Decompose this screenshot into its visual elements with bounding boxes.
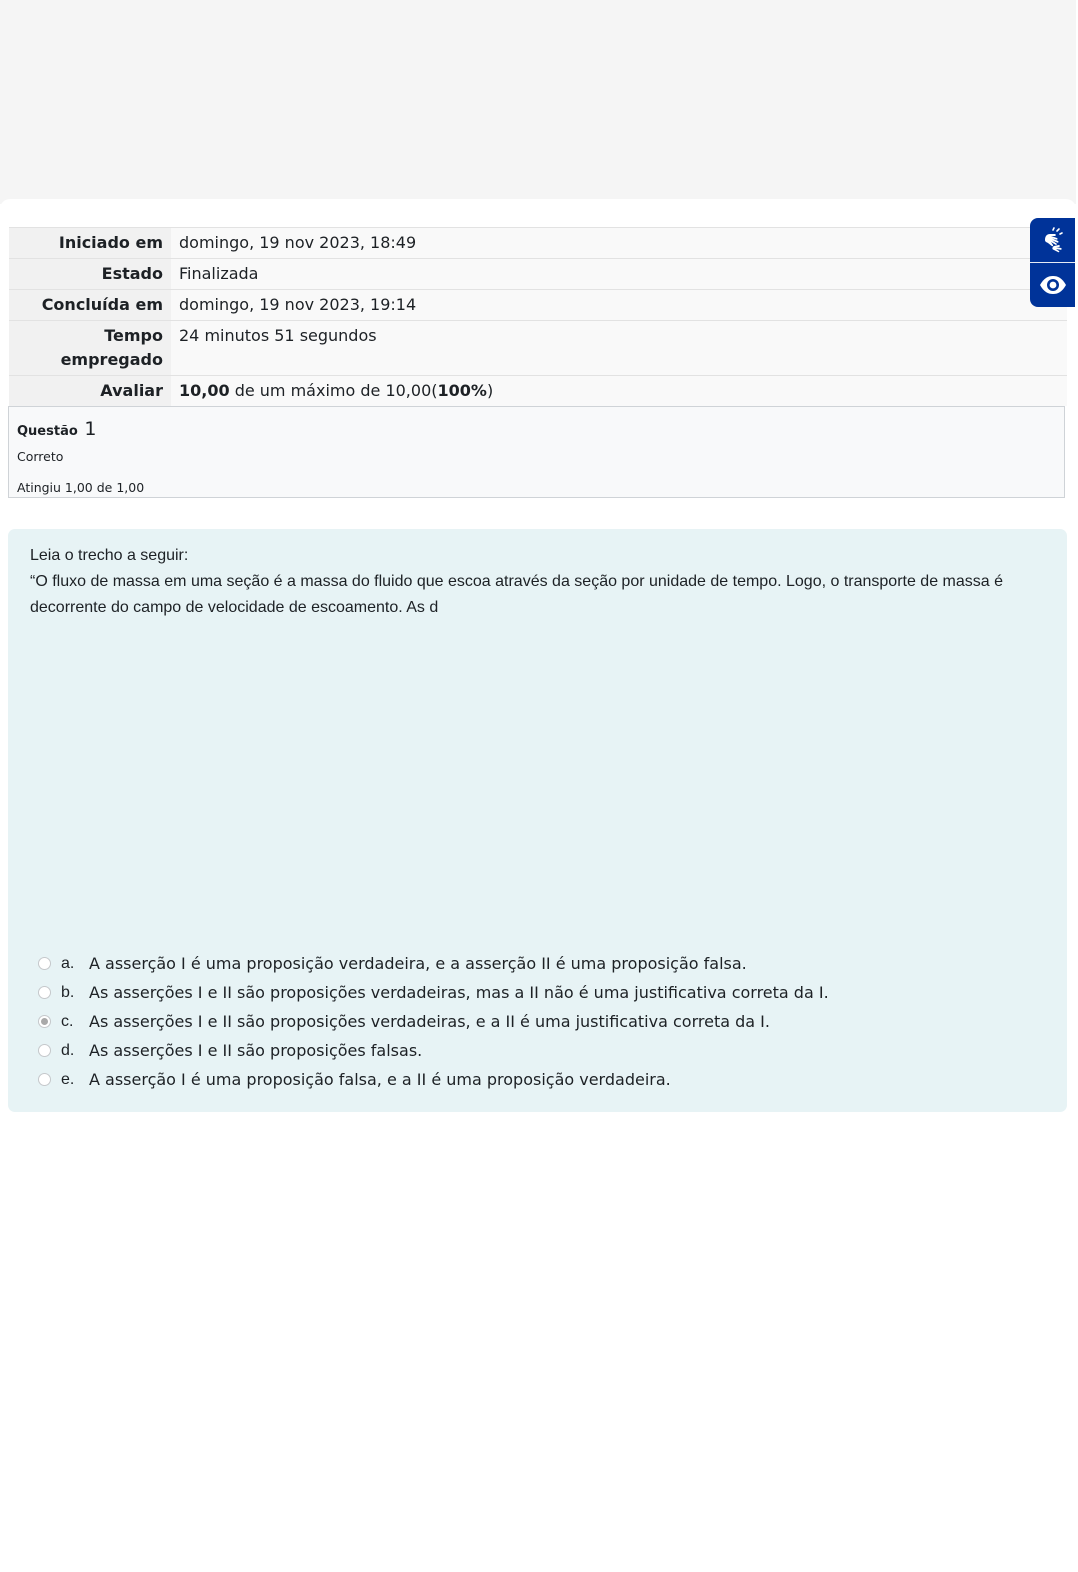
eye-icon xyxy=(1038,274,1068,296)
answer-text: As asserções I e II são proposições verdadeiras, e a II é uma justificativa correta da I. xyxy=(89,1011,770,1031)
summary-label: Avaliar xyxy=(9,376,171,407)
answer-option-d[interactable] xyxy=(38,1036,829,1065)
answer-text: As asserções I e II são proposições verdadeiras, mas a II não é uma justificativa correta da I. xyxy=(89,982,829,1002)
sign-language-icon xyxy=(1039,226,1067,254)
summary-label xyxy=(9,321,171,376)
question-grade: Atingiu 1,00 de 1,00 xyxy=(17,480,145,495)
grade-score: 10,00 xyxy=(179,381,230,400)
summary-row-grade xyxy=(9,376,1067,407)
summary-value xyxy=(171,376,1067,407)
answer-option-b[interactable] xyxy=(38,978,829,1007)
question-state: Correto xyxy=(17,449,64,464)
question-info-box xyxy=(8,406,1065,498)
accessibility-widget xyxy=(1030,218,1075,307)
summary-row-state xyxy=(9,259,1067,290)
answer-text: A asserção I é uma proposição verdadeira, e a asserção II é uma proposição falsa. xyxy=(89,953,747,973)
summary-label-line1: Tempo xyxy=(104,326,163,345)
summary-label: Concluída em xyxy=(9,290,171,321)
summary-value: domingo, 19 nov 2023, 18:49 xyxy=(171,228,1067,259)
page-header-band xyxy=(0,0,1076,204)
answer-letter: a. xyxy=(61,954,75,972)
summary-value: domingo, 19 nov 2023, 19:14 xyxy=(171,290,1067,321)
answer-option-e[interactable] xyxy=(38,1065,829,1094)
summary-row-time-taken xyxy=(9,321,1067,376)
answer-text: As asserções I e II são proposições falsas. xyxy=(89,1040,423,1060)
question-intro: Leia o trecho a seguir: xyxy=(30,547,189,564)
question-number xyxy=(17,418,1056,440)
radio-button-checked[interactable] xyxy=(38,1015,51,1028)
divider xyxy=(1030,262,1075,263)
summary-row-completed xyxy=(9,290,1067,321)
question-excerpt: “O fluxo de massa em uma seção é a massa do fluido que escoa através da seção por unidade de tempo. Logo, o transporte de massa é decorrente do campo de velocidade de escoamento. As d xyxy=(30,573,1004,616)
answer-letter: e. xyxy=(61,1070,75,1088)
answer-letter: d. xyxy=(61,1041,75,1059)
question-number-value: 1 xyxy=(84,418,97,440)
answer-option-a[interactable] xyxy=(38,949,829,978)
grade-end: ) xyxy=(486,381,494,400)
answer-letter: b. xyxy=(61,983,75,1001)
summary-label: Estado xyxy=(9,259,171,290)
answer-letter: c. xyxy=(61,1012,74,1030)
summary-value: 24 minutos 51 segundos xyxy=(171,321,1067,376)
answer-text: A asserção I é uma proposição falsa, e a II é uma proposição verdadeira. xyxy=(89,1069,671,1089)
radio-button[interactable] xyxy=(38,1044,51,1057)
attempt-summary-table xyxy=(9,227,1067,406)
question-prefix: Questão xyxy=(17,424,78,439)
summary-value: Finalizada xyxy=(171,259,1067,290)
sign-language-button[interactable] xyxy=(1030,218,1075,262)
summary-label-line2: empregado xyxy=(60,350,163,369)
grade-middle: de um máximo de 10,00( xyxy=(229,381,438,400)
answer-options xyxy=(38,949,829,1094)
summary-label: Iniciado em xyxy=(9,228,171,259)
radio-button[interactable] xyxy=(38,1073,51,1086)
answer-option-c[interactable] xyxy=(38,1007,829,1036)
summary-row-started xyxy=(9,228,1067,259)
radio-button[interactable] xyxy=(38,957,51,970)
visual-accessibility-button[interactable] xyxy=(1030,263,1075,307)
question-formulation xyxy=(8,529,1067,1112)
radio-button[interactable] xyxy=(38,986,51,999)
grade-percent: 100% xyxy=(437,381,487,400)
